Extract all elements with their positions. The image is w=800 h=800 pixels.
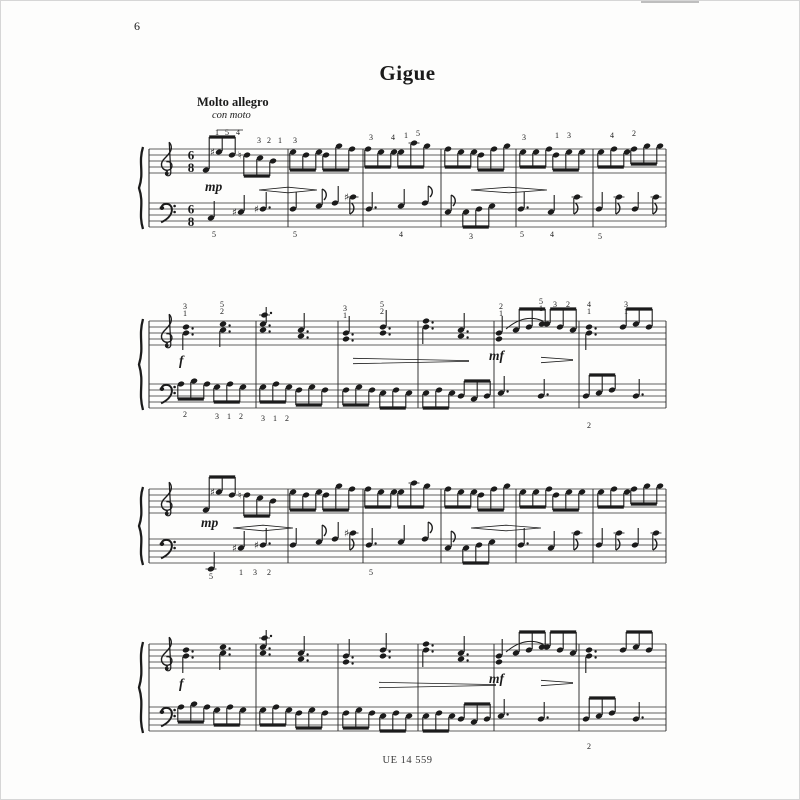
page-number: 6 — [134, 19, 140, 33]
fingering-number: 1 — [499, 309, 503, 318]
fingering-number: 5 — [225, 128, 229, 137]
fingering-number: 2 — [380, 307, 384, 316]
svg-text:8: 8 — [187, 213, 195, 229]
catalog-number: UE 14 559 — [382, 755, 433, 766]
fingering-number: 5 — [416, 129, 420, 138]
fingering-number: 5 — [293, 230, 297, 239]
svg-text:♮: ♮ — [238, 490, 242, 502]
fingering-number: 4 — [236, 128, 240, 137]
fingering-number: 5 — [369, 568, 373, 577]
svg-text:♯: ♯ — [254, 540, 259, 552]
fingering-number: 5 — [539, 297, 543, 306]
fingering-number: 5 — [520, 230, 524, 239]
bass-clef-icon — [160, 385, 176, 404]
treble-clef-icon — [161, 142, 171, 176]
svg-text:♯: ♯ — [254, 204, 259, 216]
tempo-submarking: con moto — [212, 110, 251, 121]
fingering-number: 1 — [183, 309, 187, 318]
fingering-number: 3 — [293, 136, 297, 145]
fingering-number: 1 — [404, 131, 408, 140]
music-notation — [1, 1, 800, 800]
svg-text:♯: ♯ — [210, 487, 215, 499]
fingering-number: 1 — [278, 136, 282, 145]
treble-staff-notes — [202, 477, 664, 516]
fingering-number: 3 — [253, 568, 257, 577]
time-signature — [188, 148, 195, 229]
fingering-number: 1 — [624, 307, 628, 316]
fingering-number: 1 — [215, 128, 219, 137]
fingering-number: 3 — [183, 302, 187, 311]
bass-clef-icon — [160, 708, 176, 727]
fingering-number: 4 — [550, 230, 554, 239]
fingering-number: 3 — [369, 133, 373, 142]
treble-clef-icon — [161, 637, 171, 671]
fingering-number: 5 — [220, 300, 224, 309]
fingering-number: 2 — [566, 300, 570, 309]
fingering-number: 2 — [499, 302, 503, 311]
dynamic-marking: mp — [201, 515, 219, 530]
fingering-number: 2 — [267, 568, 271, 577]
treble-clef-icon — [161, 314, 171, 348]
bass-clef-icon — [160, 540, 176, 559]
fingering-number: 1 — [343, 311, 347, 320]
svg-text:♯: ♯ — [232, 543, 237, 555]
fingering-number: 2 — [587, 421, 591, 430]
fingering-number: 5 — [209, 572, 213, 581]
system-brace — [139, 319, 143, 410]
treble-clef-icon — [161, 482, 171, 516]
fingering-number: 4 — [399, 230, 403, 239]
system-brace — [139, 487, 143, 565]
fingering-number: 3 — [469, 232, 473, 241]
fingering-number: 4 — [391, 133, 395, 142]
system-brace — [139, 642, 143, 733]
treble-staff-notes — [182, 307, 653, 350]
dynamic-marking: mf — [489, 348, 504, 363]
dynamic-marking: mf — [489, 671, 504, 686]
svg-text:♮: ♮ — [238, 150, 242, 162]
system-4 — [139, 630, 666, 751]
fingering-number: 3 — [257, 136, 261, 145]
dynamic-marking: f — [179, 353, 184, 368]
bass-staff-notes — [177, 698, 644, 731]
svg-text:8: 8 — [187, 159, 195, 175]
bass-clef-icon — [160, 204, 176, 223]
fingering-number: 3 — [261, 414, 265, 423]
svg-text:♯: ♯ — [232, 207, 237, 219]
svg-text:♯: ♯ — [344, 192, 349, 204]
svg-text:♯: ♯ — [344, 528, 349, 540]
svg-text:♯: ♯ — [210, 147, 215, 159]
fingering-number: 1 — [555, 131, 559, 140]
fingering-number: 3 — [522, 133, 526, 142]
fingering-number: 4 — [587, 300, 591, 309]
fingering-number: 2 — [220, 307, 224, 316]
fingering-number: 1 — [587, 307, 591, 316]
system-2 — [139, 297, 666, 430]
fingering-number: 3 — [624, 300, 628, 309]
svg-text:6: 6 — [187, 201, 195, 217]
treble-staff-notes — [182, 630, 653, 673]
svg-text:6: 6 — [187, 147, 195, 163]
dynamic-marking: f — [179, 676, 184, 691]
fingering-number: 5 — [212, 230, 216, 239]
fingering-number: 1 — [227, 412, 231, 421]
bass-staff-notes — [177, 375, 644, 408]
fingering-number: 2 — [183, 410, 187, 419]
piece-title: Gigue — [379, 61, 436, 85]
fingering-number: 2 — [267, 136, 271, 145]
system-1 — [139, 128, 666, 241]
fingering-number: 2 — [632, 129, 636, 138]
fingering-number: 1 — [239, 568, 243, 577]
fingering-number: 1 — [273, 414, 277, 423]
fingering-number: 3 — [553, 300, 557, 309]
fingering-number: 1 — [539, 304, 543, 313]
fingering-number: 3 — [567, 131, 571, 140]
tempo-marking: Molto allegro — [197, 95, 269, 109]
fingering-number: 3 — [215, 412, 219, 421]
fingering-number: 2 — [285, 414, 289, 423]
system-brace — [139, 147, 143, 229]
treble-staff-notes — [202, 137, 664, 176]
system-3 — [139, 477, 666, 581]
fingering-number: 5 — [380, 300, 384, 309]
fingering-number: 5 — [598, 232, 602, 241]
fingering-number: 3 — [343, 304, 347, 313]
fingering-number: 4 — [610, 131, 614, 140]
dynamic-marking: mp — [205, 179, 223, 194]
fingering-number: 2 — [239, 412, 243, 421]
fingering-number: 2 — [587, 742, 591, 751]
